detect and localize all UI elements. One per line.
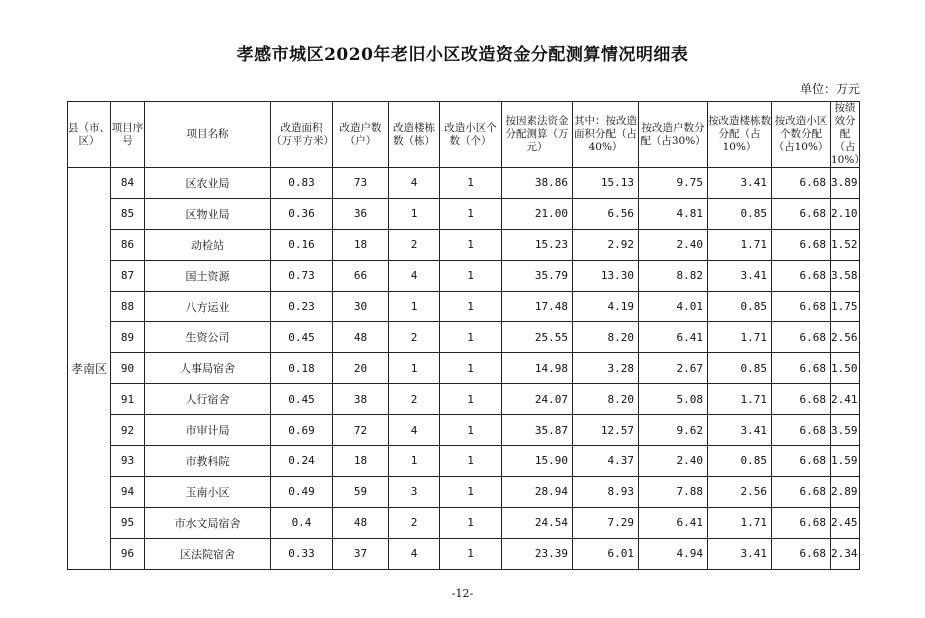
table-row — [68, 384, 860, 415]
households-cell: 30 — [333, 291, 389, 322]
factor-allocation-cell: 38.86 — [502, 168, 573, 199]
building-allocation-cell: 1.71 — [708, 229, 772, 260]
community-allocation-cell: 6.68 — [772, 168, 831, 199]
buildings-cell: 1 — [389, 198, 440, 229]
community-allocation-cell: 6.68 — [772, 229, 831, 260]
area-cell: 0.23 — [271, 291, 333, 322]
buildings-cell: 2 — [389, 229, 440, 260]
project-name-cell: 国土资源 — [145, 260, 271, 291]
households-cell: 59 — [333, 476, 389, 507]
table-row — [68, 476, 860, 507]
households-cell: 18 — [333, 229, 389, 260]
header-county: 县（市、区） — [68, 102, 111, 168]
communities-cell: 1 — [440, 322, 502, 353]
building-allocation-cell: 1.71 — [708, 507, 772, 538]
area-allocation-cell: 6.56 — [573, 198, 639, 229]
buildings-cell: 1 — [389, 291, 440, 322]
project-name-cell: 人行宿舍 — [145, 384, 271, 415]
performance-allocation-cell: 3.89 — [831, 168, 860, 199]
area-cell: 0.4 — [271, 507, 333, 538]
unit-label: 单位：万元 — [799, 82, 860, 96]
area-cell: 0.45 — [271, 322, 333, 353]
performance-allocation-cell: 3.59 — [831, 415, 860, 446]
item-no-cell: 93 — [111, 446, 145, 477]
header-household-allocation: 按改造户数分配（占30%） — [639, 102, 708, 168]
item-no-cell: 86 — [111, 229, 145, 260]
community-allocation-cell: 6.68 — [772, 415, 831, 446]
building-allocation-cell: 0.85 — [708, 291, 772, 322]
communities-cell: 1 — [440, 353, 502, 384]
building-allocation-cell: 1.71 — [708, 322, 772, 353]
households-cell: 73 — [333, 168, 389, 199]
header-item-no: 项目序号 — [111, 102, 145, 168]
buildings-cell: 2 — [389, 384, 440, 415]
buildings-cell: 1 — [389, 353, 440, 384]
area-allocation-cell: 3.28 — [573, 353, 639, 384]
households-cell: 18 — [333, 446, 389, 477]
project-name-cell: 人事局宿舍 — [145, 353, 271, 384]
performance-allocation-cell: 1.59 — [831, 446, 860, 477]
area-cell: 0.36 — [271, 198, 333, 229]
performance-allocation-cell: 2.41 — [831, 384, 860, 415]
item-no-cell: 87 — [111, 260, 145, 291]
area-cell: 0.49 — [271, 476, 333, 507]
household-allocation-cell: 2.40 — [639, 446, 708, 477]
area-cell: 0.83 — [271, 168, 333, 199]
household-allocation-cell: 2.67 — [639, 353, 708, 384]
factor-allocation-cell: 35.87 — [502, 415, 573, 446]
households-cell: 48 — [333, 507, 389, 538]
household-allocation-cell: 5.08 — [639, 384, 708, 415]
communities-cell: 1 — [440, 507, 502, 538]
document-title: 孝感市城区2020年老旧小区改造资金分配测算情况明细表 — [236, 45, 689, 65]
community-allocation-cell: 6.68 — [772, 322, 831, 353]
area-allocation-cell: 12.57 — [573, 415, 639, 446]
household-allocation-cell: 4.94 — [639, 538, 708, 569]
performance-allocation-cell: 2.34 — [831, 538, 860, 569]
buildings-cell: 4 — [389, 538, 440, 569]
communities-cell: 1 — [440, 291, 502, 322]
communities-cell: 1 — [440, 538, 502, 569]
household-allocation-cell: 2.40 — [639, 229, 708, 260]
project-name-cell: 八方运业 — [145, 291, 271, 322]
area-cell: 0.16 — [271, 229, 333, 260]
households-cell: 38 — [333, 384, 389, 415]
communities-cell: 1 — [440, 384, 502, 415]
table-row — [68, 322, 860, 353]
area-cell: 0.69 — [271, 415, 333, 446]
communities-cell: 1 — [440, 168, 502, 199]
table-row — [68, 260, 860, 291]
page-number: -12- — [451, 587, 474, 600]
households-cell: 48 — [333, 322, 389, 353]
project-name-cell: 区物业局 — [145, 198, 271, 229]
table-row — [68, 446, 860, 477]
buildings-cell: 4 — [389, 415, 440, 446]
area-cell: 0.18 — [271, 353, 333, 384]
header-communities: 改造小区个数（个） — [440, 102, 502, 168]
factor-allocation-cell: 15.90 — [502, 446, 573, 477]
factor-allocation-cell: 28.94 — [502, 476, 573, 507]
community-allocation-cell: 6.68 — [772, 198, 831, 229]
area-allocation-cell: 13.30 — [573, 260, 639, 291]
table-row — [68, 415, 860, 446]
community-allocation-cell: 6.68 — [772, 538, 831, 569]
item-no-cell: 92 — [111, 415, 145, 446]
community-allocation-cell: 6.68 — [772, 507, 831, 538]
household-allocation-cell: 9.75 — [639, 168, 708, 199]
header-community-allocation: 按改造小区个数分配（占10%） — [772, 102, 831, 168]
building-allocation-cell: 0.85 — [708, 198, 772, 229]
building-allocation-cell: 0.85 — [708, 446, 772, 477]
building-allocation-cell: 1.71 — [708, 384, 772, 415]
table-row — [68, 353, 860, 384]
household-allocation-cell: 8.82 — [639, 260, 708, 291]
building-allocation-cell: 3.41 — [708, 168, 772, 199]
header-buildings: 改造楼栋数（栋） — [389, 102, 440, 168]
performance-allocation-cell: 3.58 — [831, 260, 860, 291]
project-name-cell: 玉南小区 — [145, 476, 271, 507]
buildings-cell: 2 — [389, 322, 440, 353]
communities-cell: 1 — [440, 229, 502, 260]
item-no-cell: 84 — [111, 168, 145, 199]
header-project-name: 项目名称 — [145, 102, 271, 168]
item-no-cell: 88 — [111, 291, 145, 322]
community-allocation-cell: 6.68 — [772, 384, 831, 415]
factor-allocation-cell: 24.07 — [502, 384, 573, 415]
project-name-cell: 动检站 — [145, 229, 271, 260]
area-allocation-cell: 2.92 — [573, 229, 639, 260]
community-allocation-cell: 6.68 — [772, 476, 831, 507]
performance-allocation-cell: 2.45 — [831, 507, 860, 538]
header-households: 改造户数（户） — [333, 102, 389, 168]
area-cell: 0.33 — [271, 538, 333, 569]
header-performance-allocation: 按绩效分配（占10%） — [831, 102, 865, 166]
performance-allocation-cell: 1.52 — [831, 229, 860, 260]
table-row — [68, 291, 860, 322]
communities-cell: 1 — [440, 198, 502, 229]
item-no-cell: 96 — [111, 538, 145, 569]
community-allocation-cell: 6.68 — [772, 260, 831, 291]
communities-cell: 1 — [440, 415, 502, 446]
item-no-cell: 94 — [111, 476, 145, 507]
area-allocation-cell: 7.29 — [573, 507, 639, 538]
performance-allocation-cell: 2.10 — [831, 198, 860, 229]
table-row — [68, 229, 860, 260]
building-allocation-cell: 3.41 — [708, 538, 772, 569]
item-no-cell: 90 — [111, 353, 145, 384]
communities-cell: 1 — [440, 260, 502, 291]
community-allocation-cell: 6.68 — [772, 446, 831, 477]
item-no-cell: 89 — [111, 322, 145, 353]
household-allocation-cell: 4.01 — [639, 291, 708, 322]
project-name-cell: 区农业局 — [145, 168, 271, 199]
project-name-cell: 市水文局宿舍 — [145, 507, 271, 538]
performance-allocation-cell: 1.50 — [831, 353, 860, 384]
households-cell: 72 — [333, 415, 389, 446]
area-cell: 0.24 — [271, 446, 333, 477]
table-body — [68, 168, 860, 570]
factor-allocation-cell: 24.54 — [502, 507, 573, 538]
item-no-cell: 91 — [111, 384, 145, 415]
header-area-allocation: 其中：按改造面积分配（占40%） — [573, 102, 639, 168]
community-allocation-cell: 6.68 — [772, 353, 831, 384]
buildings-cell: 1 — [389, 446, 440, 477]
household-allocation-cell: 4.81 — [639, 198, 708, 229]
household-allocation-cell: 6.41 — [639, 322, 708, 353]
household-allocation-cell: 9.62 — [639, 415, 708, 446]
area-allocation-cell: 15.13 — [573, 168, 639, 199]
communities-cell: 1 — [440, 446, 502, 477]
community-allocation-cell: 6.68 — [772, 291, 831, 322]
households-cell: 20 — [333, 353, 389, 384]
factor-allocation-cell: 17.48 — [502, 291, 573, 322]
factor-allocation-cell: 21.00 — [502, 198, 573, 229]
header-row — [68, 102, 860, 168]
county-cell: 孝南区 — [68, 168, 111, 570]
area-allocation-cell: 8.20 — [573, 322, 639, 353]
table-row — [68, 538, 860, 569]
building-allocation-cell: 2.56 — [708, 476, 772, 507]
building-allocation-cell: 3.41 — [708, 260, 772, 291]
buildings-cell: 4 — [389, 260, 440, 291]
building-allocation-cell: 0.85 — [708, 353, 772, 384]
project-name-cell: 市审计局 — [145, 415, 271, 446]
header-factor-allocation: 按因素法资金分配测算（万元） — [502, 102, 573, 168]
item-no-cell: 85 — [111, 198, 145, 229]
table-row — [68, 168, 860, 199]
building-allocation-cell: 3.41 — [708, 415, 772, 446]
communities-cell: 1 — [440, 476, 502, 507]
factor-allocation-cell: 14.98 — [502, 353, 573, 384]
performance-allocation-cell: 1.75 — [831, 291, 860, 322]
buildings-cell: 3 — [389, 476, 440, 507]
factor-allocation-cell: 15.23 — [502, 229, 573, 260]
households-cell: 37 — [333, 538, 389, 569]
performance-allocation-cell: 2.56 — [831, 322, 860, 353]
area-cell: 0.45 — [271, 384, 333, 415]
area-allocation-cell: 8.20 — [573, 384, 639, 415]
performance-allocation-cell: 2.89 — [831, 476, 860, 507]
project-name-cell: 区法院宿舍 — [145, 538, 271, 569]
project-name-cell: 市教科院 — [145, 446, 271, 477]
header-area: 改造面积（万平方米） — [271, 102, 333, 168]
area-cell: 0.73 — [271, 260, 333, 291]
allocation-table — [67, 101, 865, 570]
area-allocation-cell: 6.01 — [573, 538, 639, 569]
factor-allocation-cell: 25.55 — [502, 322, 573, 353]
factor-allocation-cell: 23.39 — [502, 538, 573, 569]
factor-allocation-cell: 35.79 — [502, 260, 573, 291]
item-no-cell: 95 — [111, 507, 145, 538]
project-name-cell: 生资公司 — [145, 322, 271, 353]
table-row — [68, 198, 860, 229]
household-allocation-cell: 6.41 — [639, 507, 708, 538]
area-allocation-cell: 4.37 — [573, 446, 639, 477]
area-allocation-cell: 4.19 — [573, 291, 639, 322]
households-cell: 66 — [333, 260, 389, 291]
buildings-cell: 2 — [389, 507, 440, 538]
area-allocation-cell: 8.93 — [573, 476, 639, 507]
buildings-cell: 4 — [389, 168, 440, 199]
household-allocation-cell: 7.88 — [639, 476, 708, 507]
table-row — [68, 507, 860, 538]
header-building-allocation: 按改造楼栋数分配（占10%） — [708, 102, 772, 168]
households-cell: 36 — [333, 198, 389, 229]
